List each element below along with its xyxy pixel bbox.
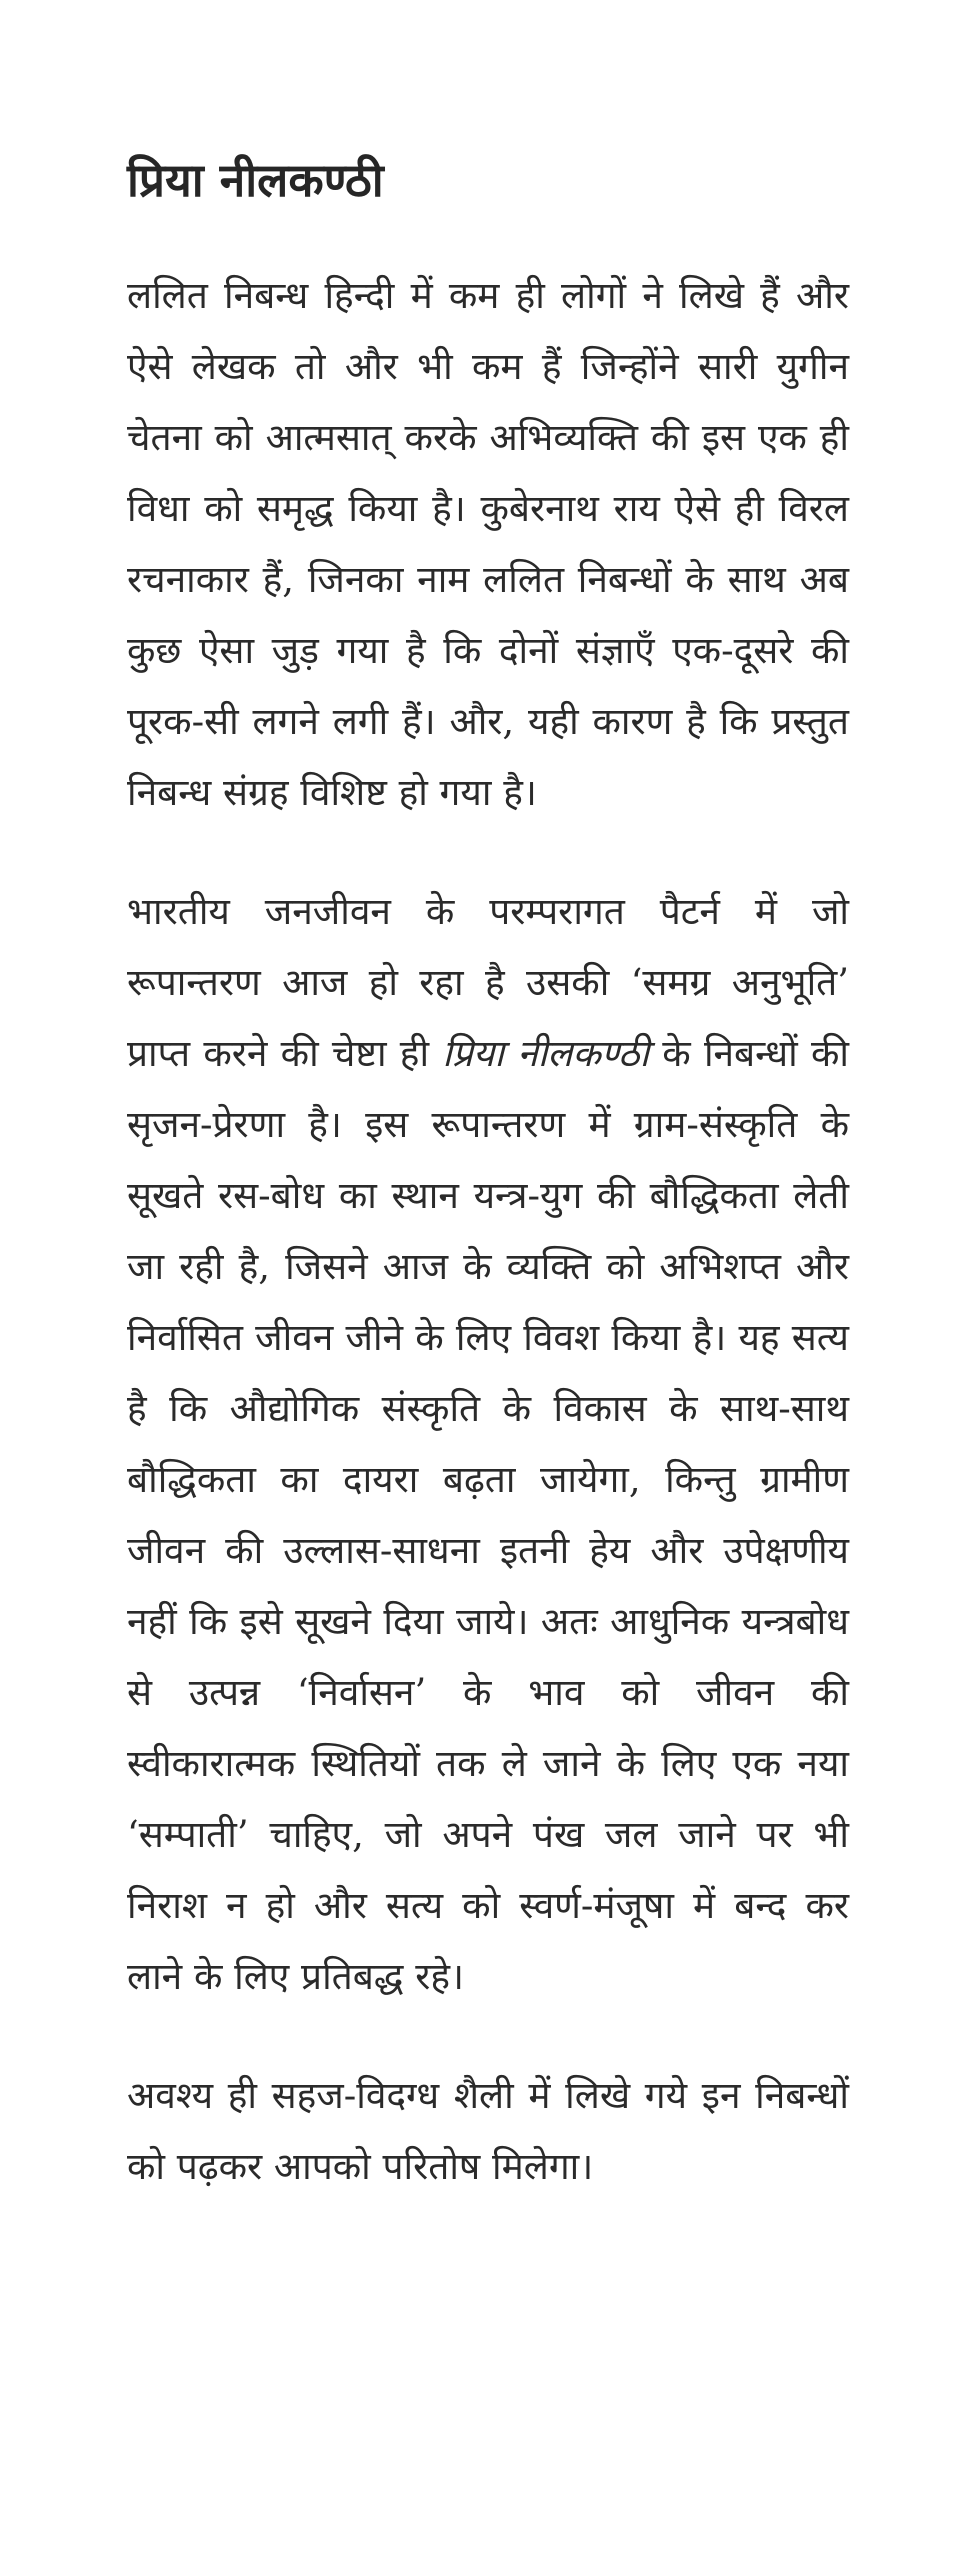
paragraph-intro: ललित निबन्ध हिन्दी में कम ही लोगों ने लिखे हैं और ऐसे लेखक तो और भी कम हैं जिन्होंने सारी युगीन चेतना को आत्मसात् करके अभिव्यक्ति की इस एक ही विधा को समृद्ध किया है। कुबेरनाथ राय ऐसे ही विरल रचनाकार हैं, जिनका नाम ललित निबन्धों के साथ अब कुछ ऐसा जुड़ गया है कि दोनों संज्ञाएँ एक-दूसरे की पूरक-सी लगने लगी हैं। और, यही कारण है कि प्रस्तुत निबन्ध संग्रह विशिष्ट हो गया है। <box>127 274 849 814</box>
paragraph-theme-text-end: के निबन्धों की सृजन-प्रेरणा है। इस रूपान्तरण में ग्राम-संस्कृति के सूखते रस-बोध का स्थान यन्त्र-युग की बौद्धिकता लेती जा रही है, जिसने आज के व्यक्ति को अभिशप्त और निर्वासित जीवन जीने के लिए विवश किया है। यह सत्य है कि औद्योगिक संस्कृति के विकास के साथ-साथ बौद्धिकता का दायरा बढ़ता जायेगा, किन्तु ग्रामीण जीवन की उल्लास-साधना इतनी हेय और उपेक्षणीय नहीं कि इसे सूखने दिया जाये। अतः आधुनिक यन्त्रबोध से उत्पन्न ‘निर्वासन’ के भाव को जीवन की स्वीकारात्मक स्थितियों तक ले जाने के लिए एक नया ‘सम्पाती’ चाहिए, जो अपने पंख जल जाने पर भी निराश न हो और सत्य को स्वर्ण-मंजूषा में बन्द कर लाने के लिए प्रतिबद्ध रहे। <box>127 1032 849 1998</box>
paragraph-closing: अवश्य ही सहज-विदग्ध शैली में लिखे गये इन निबन्धों को पढ़कर आपको परितोष मिलेगा। <box>127 2074 849 2188</box>
book-title: प्रिया नीलकण्ठी <box>127 153 384 207</box>
paragraph-theme <box>127 876 849 2012</box>
paragraph-theme-book-title: प्रिया नीलकण्ठी <box>442 1032 650 1075</box>
blurb-page <box>127 150 849 2202</box>
paragraph-theme-text-start: भारतीय जनजीवन के परम्परागत पैटर्न में जो रूपान्तरण आज हो रहा है उसकी ‘समग्र अनुभूति’ प्राप्त करने की चेष्टा ही <box>127 890 849 1075</box>
